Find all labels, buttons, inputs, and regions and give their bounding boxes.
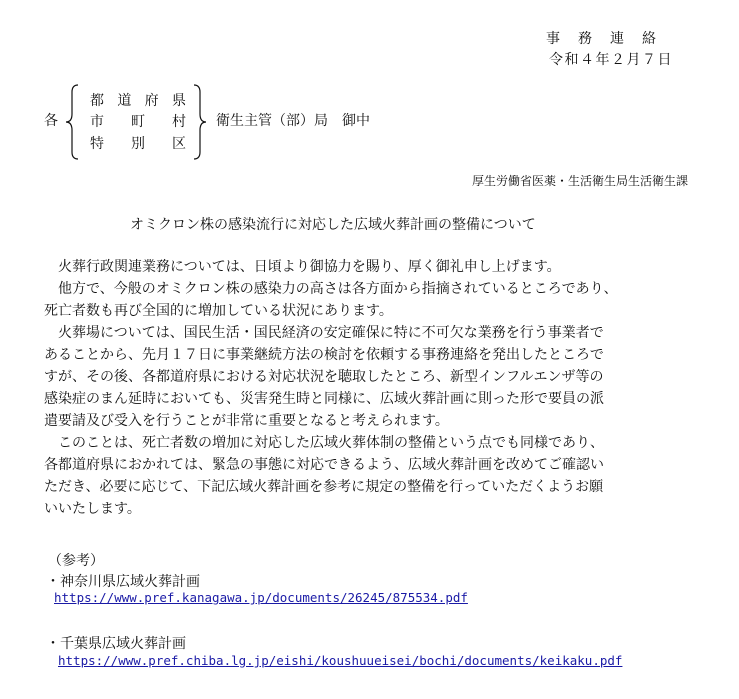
body-paragraph-3 [44,322,704,432]
document-date: 令和４年２月７日 [549,52,673,68]
body-line: 火葬行政関連業務については、日頃より御協力を賜り、厚く御礼申し上げます。 [44,259,561,275]
addressee-char: 都 [90,93,104,109]
body-line: すが、その後、各都道府県における対応状況を聴取したところ、新型インフルエンザ等の [44,369,604,385]
reference-name-kanagawa: ・神奈川県広域火葬計画 [46,574,200,590]
body-line: いいたします。 [44,501,141,517]
addressee-char: 別 [131,136,145,152]
addressee-line-special-wards [90,133,186,153]
body-paragraph-1 [44,256,704,278]
document-type: 事務連絡 [546,31,674,47]
addressee-line-municipalities [90,111,186,131]
references-heading: （参考） [48,553,104,569]
reference-link-chiba[interactable]: https://www.pref.chiba.lg.jp/eishi/koushuueisei/bochi/documents/keikaku.pdf [58,653,623,668]
addressee-char: 村 [172,114,186,130]
addressee-char: 県 [171,93,186,109]
body-line: 他方で、今般のオミクロン株の感染力の高さは各方面から指摘されているところであり、 [44,281,618,297]
body-line: 遣要請及び受入を行うことが非常に重要となると考えられます。 [44,413,449,429]
right-brace-icon [193,84,207,160]
addressee-char: 特 [90,136,104,152]
body-line: 火葬場については、国民生活・国民経済の安定確保に特に不可欠な業務を行う事業者で [44,325,604,341]
body-paragraph-2 [44,278,704,322]
body-line: 死亡者数も再び全国的に増加している状況にあります。 [44,303,393,319]
body-line: このことは、死亡者数の増加に対応した広域火葬体制の整備という点でも同様であり、 [44,435,604,451]
document-title: オミクロン株の感染流行に対応した広域火葬計画の整備について [130,217,536,233]
body-line: 各都道府県におかれては、緊急の事態に対応できるよう、広域火葬計画を改めてご確認い [44,457,604,473]
addressee-char: 町 [131,114,145,130]
sender: 厚生労働省医薬・生活衛生局生活衛生課 [472,174,689,188]
body-paragraph-4 [44,432,704,520]
left-brace-icon [65,84,79,160]
addressee-char: 道 [117,93,132,109]
addressee-char: 市 [90,114,104,130]
addressee-suffix: 衛生主管（部）局 御中 [216,113,370,129]
addressee-line-prefectures [90,90,186,110]
addressee-char: 府 [144,93,159,109]
addressee-char: 区 [172,136,186,152]
reference-link-kanagawa[interactable]: https://www.pref.kanagawa.jp/documents/26245/875534.pdf [54,590,468,605]
body-line: 感染症のまん延時においても、災害発生時と同様に、広域火葬計画に則った形で要員の派 [44,391,604,407]
body-line: あることから、先月１７日に事業継続方法の検討を依頼する事務連絡を発出したところで [44,347,604,363]
body-line: ただき、必要に応じて、下記広域火葬計画を参考に規定の整備を行っていただくようお願 [44,479,604,495]
reference-name-chiba: ・千葉県広域火葬計画 [46,636,186,652]
addressee-prefix: 各 [44,113,58,129]
